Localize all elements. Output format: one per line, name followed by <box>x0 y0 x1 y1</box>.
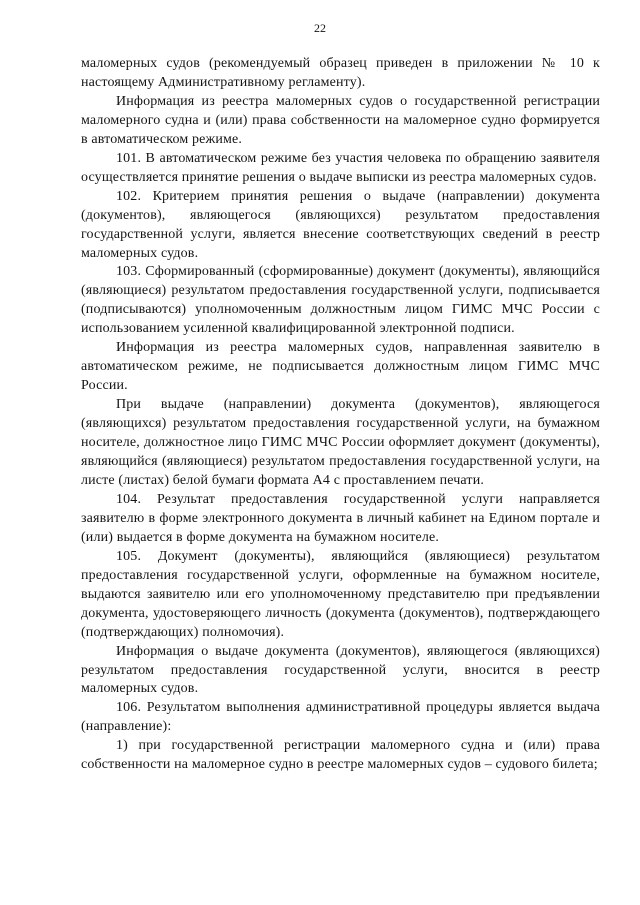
paragraph: Информация о выдаче документа (документов), являющегося (являющихся) результатом предоставления государственной услуги, вносится в реестр маломерных судов. <box>81 643 600 697</box>
paragraph: При выдаче (направлении) документа (документов), являющегося (являющихся) результатом предоставления государственной услуги, на бумажном носителе, должностное лицо ГИМС МЧС России оформляет документ (документы), являющийся (являющиеся) результатом предоставления государственной услуги, на листе (листах) белой бумаги формата А4 с проставлением печати. <box>81 397 600 488</box>
paragraph: 102. Критерием принятия решения о выдаче (направлении) документа (документов), являющегося (являющихся) результатом предоставления государственной услуги, является внесение соответствующих сведений в реестр маломерных судов. <box>81 188 600 261</box>
paragraph: 104. Результат предоставления государственной услуги направляется заявителю в форме электронного документа в личный кабинет на Едином портале и (или) выдается в форме документа на бумажном носителе. <box>81 491 600 545</box>
page-number: 22 <box>314 21 326 35</box>
paragraph: маломерных судов (рекомендуемый образец приведен в приложении № 10 к настоящему Административному регламенту). <box>81 56 600 90</box>
paragraph: 106. Результатом выполнения административной процедуры является выдача (направление): <box>81 700 600 735</box>
paragraph: Информация из реестра маломерных судов, направленная заявителю в автоматическом режиме, не подписывается должностным лицом ГИМС МЧС России. <box>81 340 600 394</box>
paragraph: 1) при государственной регистрации маломерного судна и (или) права собственности на маломерное судно в реестре маломерных судов – судового билета; <box>81 738 600 773</box>
paragraph: 105. Документ (документы), являющийся (являющиеся) результатом предоставления государственной услуги, оформленные на бумажном носителе, выдаются заявителю или его уполномоченному представителю при предъявлении документа, удостоверяющего личность (документа (документов), подтверждающего (подтверждающих) полномочия). <box>81 548 600 640</box>
document-body <box>81 55 600 775</box>
paragraph: 101. В автоматическом режиме без участия человека по обращению заявителя осуществляется принятие решения о выдаче выписки из реестра маломерных судов. <box>81 150 600 185</box>
paragraph: 103. Сформированный (сформированные) документ (документы), являющийся (являющиеся) результатом предоставления государственной услуги, подписывается (подписываются) уполномоченным должностным лицом ГИМС МЧС России с использованием усиленной квалифицированной электронной подписи. <box>81 264 600 337</box>
paragraph: Информация из реестра маломерных судов о государственной регистрации маломерного судна и (или) права собственности на маломерное судно формируется в автоматическом режиме. <box>81 93 600 147</box>
